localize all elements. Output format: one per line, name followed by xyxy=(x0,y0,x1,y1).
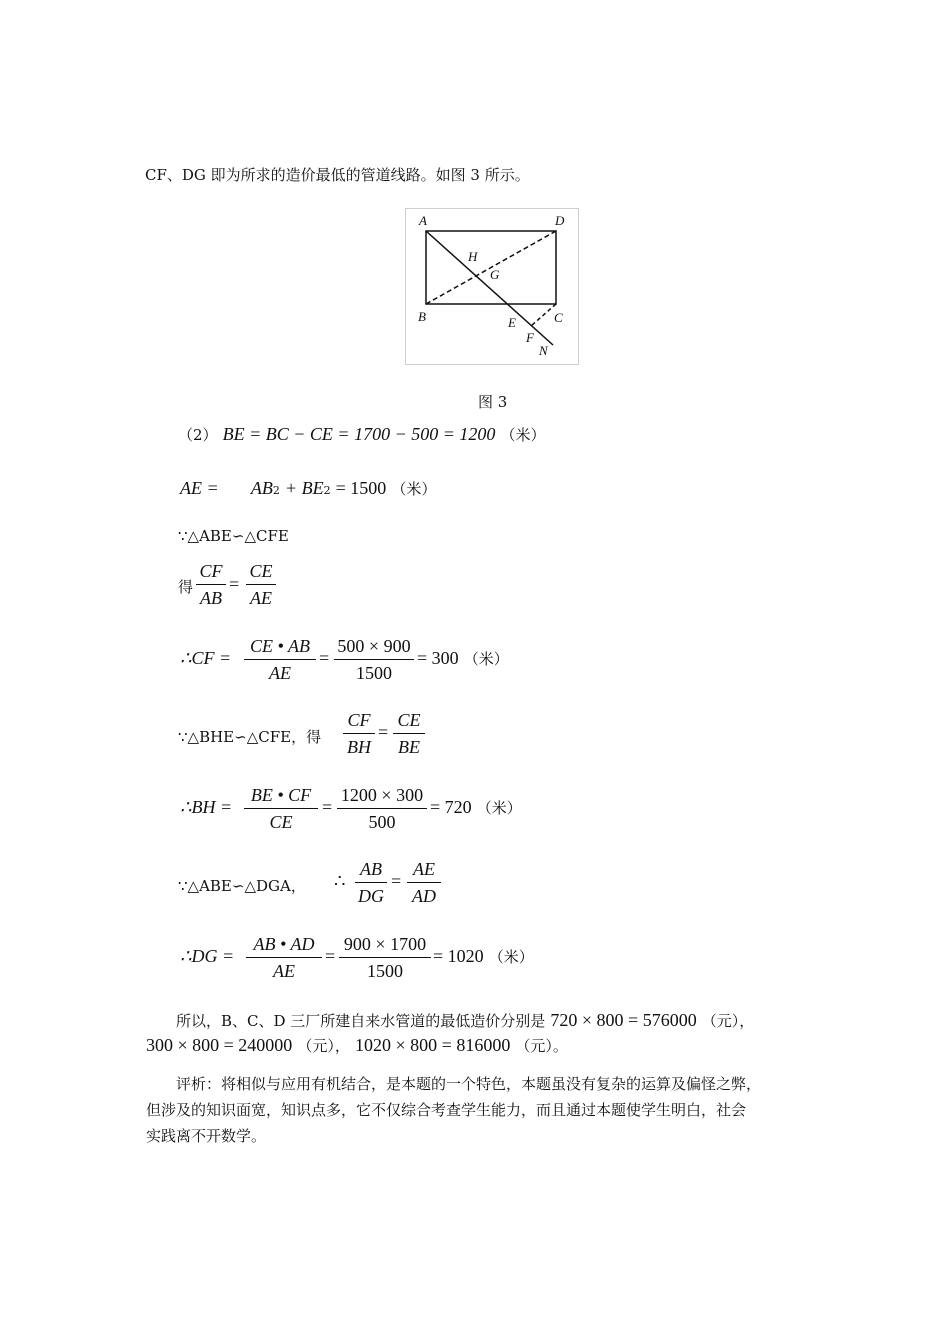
fraction-becf-ce xyxy=(244,783,318,834)
label-n: N xyxy=(539,343,548,358)
label-e: E xyxy=(508,315,516,330)
be-equation: BE = BC − CE = 1700 − 500 = 1200 xyxy=(222,424,496,444)
label-g: G xyxy=(490,267,500,282)
denominator: 500 xyxy=(368,812,396,832)
numerator: CE • AB xyxy=(250,636,310,656)
line-an xyxy=(426,231,553,345)
cost-b-unit: （元）， xyxy=(701,1012,755,1030)
fraction-bar xyxy=(393,733,425,734)
fraction-cf-bh xyxy=(343,708,375,759)
denominator: BE xyxy=(398,737,420,757)
numerator: 900 × 1700 xyxy=(343,934,427,954)
comment-line-3: 实践离不开数学。 xyxy=(146,1127,267,1145)
denominator: AE xyxy=(273,961,295,981)
cost-d: 1020 × 800 = 816000 xyxy=(355,1035,511,1055)
fraction-bar xyxy=(339,957,431,958)
cost-c: 300 × 800 = 240000 xyxy=(146,1035,293,1055)
denominator: AE xyxy=(250,588,272,608)
fraction-ce-be xyxy=(393,708,425,759)
comment-line-2: 但涉及的知识面宽，知识点多，它不仅综合考查学生能力，而且通过本题使学生明白，社会 xyxy=(146,1101,747,1119)
dg-unit: （米） xyxy=(488,948,534,966)
fraction-bar xyxy=(334,659,414,660)
numerator: BE • CF xyxy=(250,785,312,805)
numerator: 500 × 900 xyxy=(337,636,411,656)
fraction-bar xyxy=(244,659,316,660)
numerator: CF xyxy=(347,710,371,730)
label-f: F xyxy=(526,330,534,345)
label-h: H xyxy=(468,249,478,264)
fraction-ceab-ae xyxy=(244,634,316,685)
equals: = xyxy=(325,946,336,966)
dg-lhs: ∴DG = xyxy=(180,946,235,966)
denominator: 1500 xyxy=(356,663,392,683)
denominator: BH xyxy=(347,737,371,757)
numerator: AB • AD xyxy=(253,934,315,954)
conclusion-line-1 xyxy=(176,1010,754,1031)
fraction-bar xyxy=(355,882,387,883)
figure-3-diagram xyxy=(406,209,578,364)
fraction-cf-ab xyxy=(196,559,226,610)
bh-unit: （米） xyxy=(476,799,522,817)
fraction-bar xyxy=(407,882,441,883)
fraction-abad-ae xyxy=(246,932,322,983)
fraction-900x1700-1500 xyxy=(339,932,431,983)
similarity-3: ∵△ABE∽△DGA， xyxy=(178,877,306,895)
numerator: AE xyxy=(413,859,435,879)
bh-rhs: = 720 xyxy=(430,797,472,817)
intro-line: CF、DG 即为所求的造价最低的管道线路。如图 3 所示。 xyxy=(145,166,530,184)
cost-b: 720 × 800 = 576000 xyxy=(550,1010,697,1030)
ae-sup-2: 2 xyxy=(323,484,331,497)
numerator: AB xyxy=(360,859,382,879)
equals: = xyxy=(319,648,330,668)
equals: = xyxy=(378,722,389,742)
dashed-line-cf xyxy=(531,304,556,326)
equals: = xyxy=(322,797,333,817)
bh-lhs: ∴BH = xyxy=(180,797,233,817)
comment-line-1: 评析：将相似与应用有机结合，是本题的一个特色，本题虽没有复杂的运算及偏怪之弊， xyxy=(176,1075,762,1093)
label-b: B xyxy=(418,309,426,324)
denominator: CE xyxy=(269,812,293,832)
figure-3 xyxy=(405,208,579,365)
cf-lhs: ∴CF = xyxy=(180,648,232,668)
label-c: C xyxy=(554,310,563,325)
equals: = xyxy=(391,871,402,891)
ae-lhs: AE = xyxy=(180,478,219,498)
label-a: A xyxy=(419,213,427,228)
fraction-ae-ad xyxy=(407,857,441,908)
cost-c-unit: （元）， xyxy=(297,1037,350,1055)
label-d: D xyxy=(555,213,565,228)
ae-radicand-be: + BE xyxy=(284,478,324,498)
dg-rhs: = 1020 xyxy=(433,946,484,966)
part2-number: （2） xyxy=(178,426,218,444)
ae-radicand-ab: AB xyxy=(250,478,273,498)
numerator: CE xyxy=(249,561,273,581)
cf-rhs: = 300 xyxy=(417,648,459,668)
denominator: AD xyxy=(412,886,436,906)
similarity-2: ∵△BHE∽△CFE，得 xyxy=(178,728,322,746)
be-unit: （米） xyxy=(500,426,546,444)
fraction-bar xyxy=(343,733,375,734)
conclusion-line-2 xyxy=(146,1035,568,1056)
get-prefix: 得 xyxy=(178,578,194,596)
fraction-bar xyxy=(244,808,318,809)
fraction-1200x300-500 xyxy=(337,783,427,834)
ae-sup-1: 2 xyxy=(272,484,280,497)
denominator: 1500 xyxy=(367,961,403,981)
fraction-ce-ae xyxy=(246,559,276,610)
ae-line xyxy=(180,478,436,499)
fraction-ab-dg xyxy=(355,857,387,908)
figure-caption: 图 3 xyxy=(478,393,508,411)
bh-result xyxy=(430,797,522,818)
cost-d-unit: （元）。 xyxy=(515,1037,568,1055)
denominator: DG xyxy=(358,886,384,906)
denominator: AB xyxy=(200,588,222,608)
dg-result xyxy=(433,946,534,967)
fraction-bar xyxy=(337,808,427,809)
fraction-500x900-1500 xyxy=(334,634,414,685)
similarity-1: ∵△ABE∽△CFE xyxy=(178,527,289,545)
numerator: CF xyxy=(199,561,223,581)
ae-unit: （米） xyxy=(391,480,437,498)
fraction-bar xyxy=(246,957,322,958)
fraction-bar xyxy=(196,584,226,585)
cf-unit: （米） xyxy=(463,650,509,668)
part2-line xyxy=(178,424,545,445)
equals: = xyxy=(229,574,240,594)
cf-result xyxy=(417,648,509,669)
ae-rhs: = 1500 xyxy=(335,478,387,498)
numerator: 1200 × 300 xyxy=(340,785,424,805)
denominator: AE xyxy=(269,663,291,683)
conclusion-text: 所以，B、C、D 三厂所建自来水管道的最低造价分别是 xyxy=(176,1012,546,1030)
numerator: CE xyxy=(397,710,421,730)
fraction-bar xyxy=(246,584,276,585)
therefore-symbol: ∴ xyxy=(334,871,346,891)
